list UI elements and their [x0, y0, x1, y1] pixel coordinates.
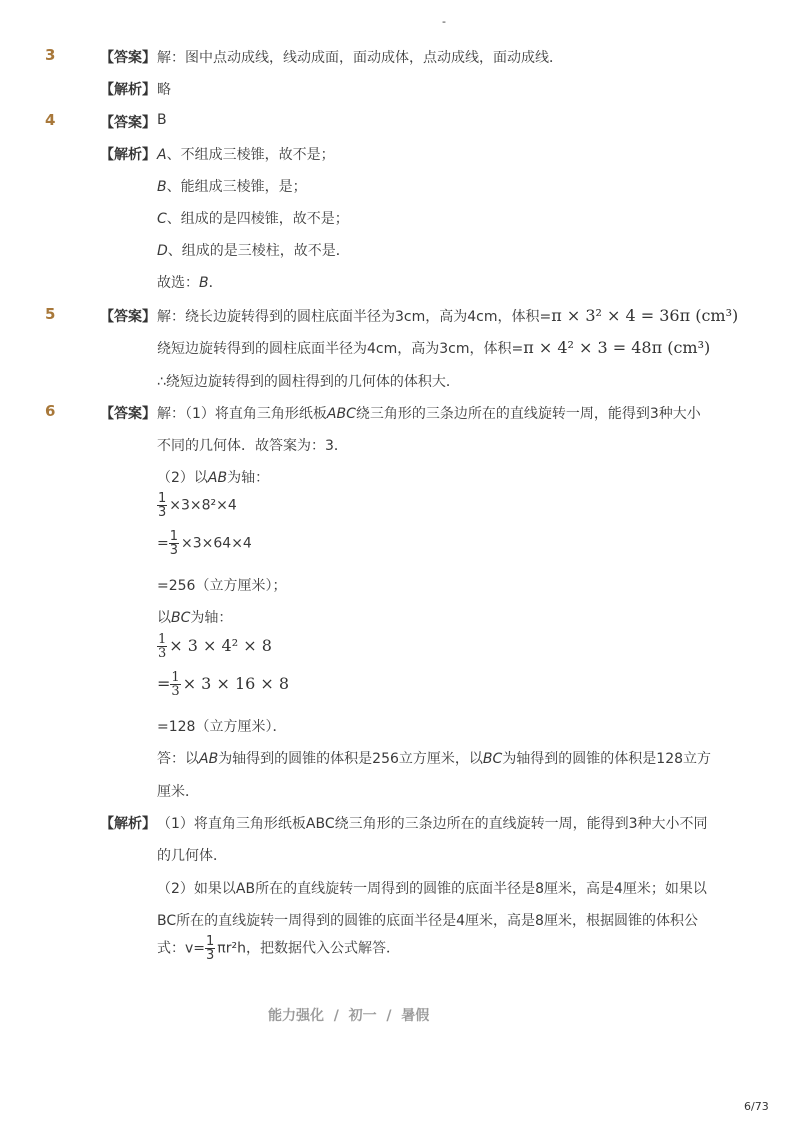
text: 为轴得到的圆锥的体积是256立方厘米，以: [218, 751, 483, 767]
axis-label: AB: [207, 470, 228, 486]
option-text: 、能组成三棱锥，是；: [166, 179, 307, 195]
fraction-numerator: 1: [171, 670, 180, 685]
q5-line-1: [157, 306, 738, 326]
conclusion-suffix: ．: [208, 275, 223, 291]
q6-calc-6: =128（立方厘米）．: [157, 719, 287, 735]
q6-bc-heading: [157, 607, 232, 627]
calc-rest: ×3×64×4: [181, 535, 252, 552]
q4-option-line-c: [157, 208, 349, 228]
q3-analysis-tag: 【解析】: [100, 82, 156, 98]
q6-calc-5: [157, 671, 289, 698]
option-label: A: [157, 147, 167, 163]
q3-answer-tag: 【答案】: [100, 50, 156, 66]
q6-answer-line-1: [157, 403, 701, 423]
fraction-numerator: 1: [206, 934, 215, 949]
q5-line-2: [157, 338, 710, 358]
q5-line-1-formula: π × 3² × 4 = 36π (cm³): [551, 306, 739, 325]
q5-line-1-text: 解：绕长边旋转得到的圆柱底面半径为3cm，高为4cm，体积=: [157, 309, 552, 325]
conclusion-choice: B: [199, 275, 209, 291]
q5-line-2-text: 绕短边旋转得到的圆柱底面半径为4cm，高为3cm，体积=: [157, 341, 524, 357]
triangle-label: ABC: [326, 406, 356, 422]
q6-answer-line-2: 不同的几何体．故答案为：3．: [157, 438, 348, 454]
q6-analysis-tag: 【解析】: [100, 816, 156, 832]
fraction-numerator: 1: [158, 491, 167, 506]
axis-label: AB: [199, 751, 219, 767]
text: 答：以: [157, 751, 199, 767]
q4-option-line-a: [157, 144, 335, 164]
text: 式：v=: [157, 940, 206, 957]
fraction-denominator: 3: [158, 646, 167, 661]
fraction-denominator: 3: [206, 948, 215, 963]
top-mark: -: [442, 15, 446, 28]
fraction-numerator: 1: [158, 632, 167, 647]
q6-final-answer-line-2: 厘米．: [157, 784, 199, 800]
q6-analysis-line-5: [157, 935, 400, 962]
q3-analysis-text: 略: [157, 82, 171, 98]
question-number-6: 6: [45, 402, 56, 420]
axis-label: BC: [482, 751, 503, 767]
q6-calc-1: [157, 492, 237, 519]
option-text: 、组成的是四棱锥，故不是；: [166, 211, 349, 227]
text: 解：（1）将直角三角形纸板: [157, 406, 327, 422]
footer-label: 能力强化 / 初一 / 暑假: [268, 1008, 430, 1024]
option-text: 、组成的是三棱柱，故不是．: [167, 243, 350, 259]
fraction-denominator: 3: [169, 543, 179, 558]
fraction-one-third: [170, 671, 180, 698]
equals: =: [157, 535, 169, 552]
fraction-one-third: [157, 633, 167, 660]
option-text: 、不组成三棱锥，故不是；: [166, 147, 335, 163]
axis-label: BC: [171, 610, 191, 626]
q6-part2-heading: [157, 467, 269, 487]
q6-final-answer-line-1: [157, 748, 711, 768]
q4-conclusion: [157, 272, 223, 292]
calc-rest: ×3×8²×4: [169, 497, 237, 514]
equals: =: [157, 674, 171, 693]
q3-answer-text: 解：图中点动成线，线动成面，面动成体，点动成线，面动成线．: [157, 50, 563, 66]
option-label: D: [157, 243, 168, 259]
q6-calc-2: [157, 530, 252, 557]
text: πr²h，把数据代入公式解答．: [217, 940, 400, 957]
q4-answer-tag: 【答案】: [100, 115, 156, 131]
fraction-denominator: 3: [171, 684, 180, 699]
q4-option-line-b: [157, 176, 307, 196]
text: （2）以: [157, 470, 208, 486]
option-label: B: [157, 179, 167, 195]
q6-analysis-line-1: （1）将直角三角形纸板ABC绕三角形的三条边所在的直线旋转一周，能得到3种大小不同: [157, 816, 708, 832]
calc-rest: × 3 × 4² × 8: [169, 636, 272, 655]
conclusion-prefix: 故选：: [157, 275, 199, 291]
text: 绕三角形的三条边所在的直线旋转一周，能得到3种大小: [355, 406, 701, 422]
question-number-5: 5: [45, 305, 56, 323]
text: 为轴：: [227, 470, 270, 486]
option-label: C: [157, 211, 167, 227]
q4-analysis-tag: 【解析】: [100, 147, 156, 163]
q6-analysis-line-2: 的几何体．: [157, 848, 227, 864]
text: 以: [157, 610, 171, 626]
text: 为轴：: [190, 610, 233, 626]
question-number-4: 4: [45, 111, 56, 129]
q5-line-2-formula: π × 4² × 3 = 48π (cm³): [523, 338, 711, 357]
q6-calc-4: [157, 633, 272, 660]
q6-calc-3: =256（立方厘米）；: [157, 578, 287, 594]
fraction-one-third: [157, 492, 167, 519]
q5-answer-tag: 【答案】: [100, 309, 156, 325]
text: 为轴得到的圆锥的体积是128立方: [502, 751, 712, 767]
page-number: 6/73: [744, 1100, 769, 1113]
q6-analysis-line-3: （2）如果以AB所在的直线旋转一周得到的圆锥的底面半径是8厘米，高是4厘米；如果以: [157, 881, 707, 897]
fraction-denominator: 3: [158, 505, 167, 520]
fraction-numerator: 1: [169, 529, 179, 544]
q4-option-line-d: [157, 240, 350, 260]
fraction-one-third: [205, 935, 215, 962]
q4-answer-text: B: [157, 112, 167, 128]
q6-answer-tag: 【答案】: [100, 406, 156, 422]
fraction-one-third: [169, 530, 179, 557]
question-number-3: 3: [45, 46, 56, 64]
q5-line-3: ∴绕短边旋转得到的圆柱得到的几何体的体积大．: [157, 374, 460, 390]
q6-analysis-line-4: BC所在的直线旋转一周得到的圆锥的底面半径是4厘米，高是8厘米，根据圆锥的体积公: [157, 913, 698, 929]
calc-rest: × 3 × 16 × 8: [182, 674, 290, 693]
